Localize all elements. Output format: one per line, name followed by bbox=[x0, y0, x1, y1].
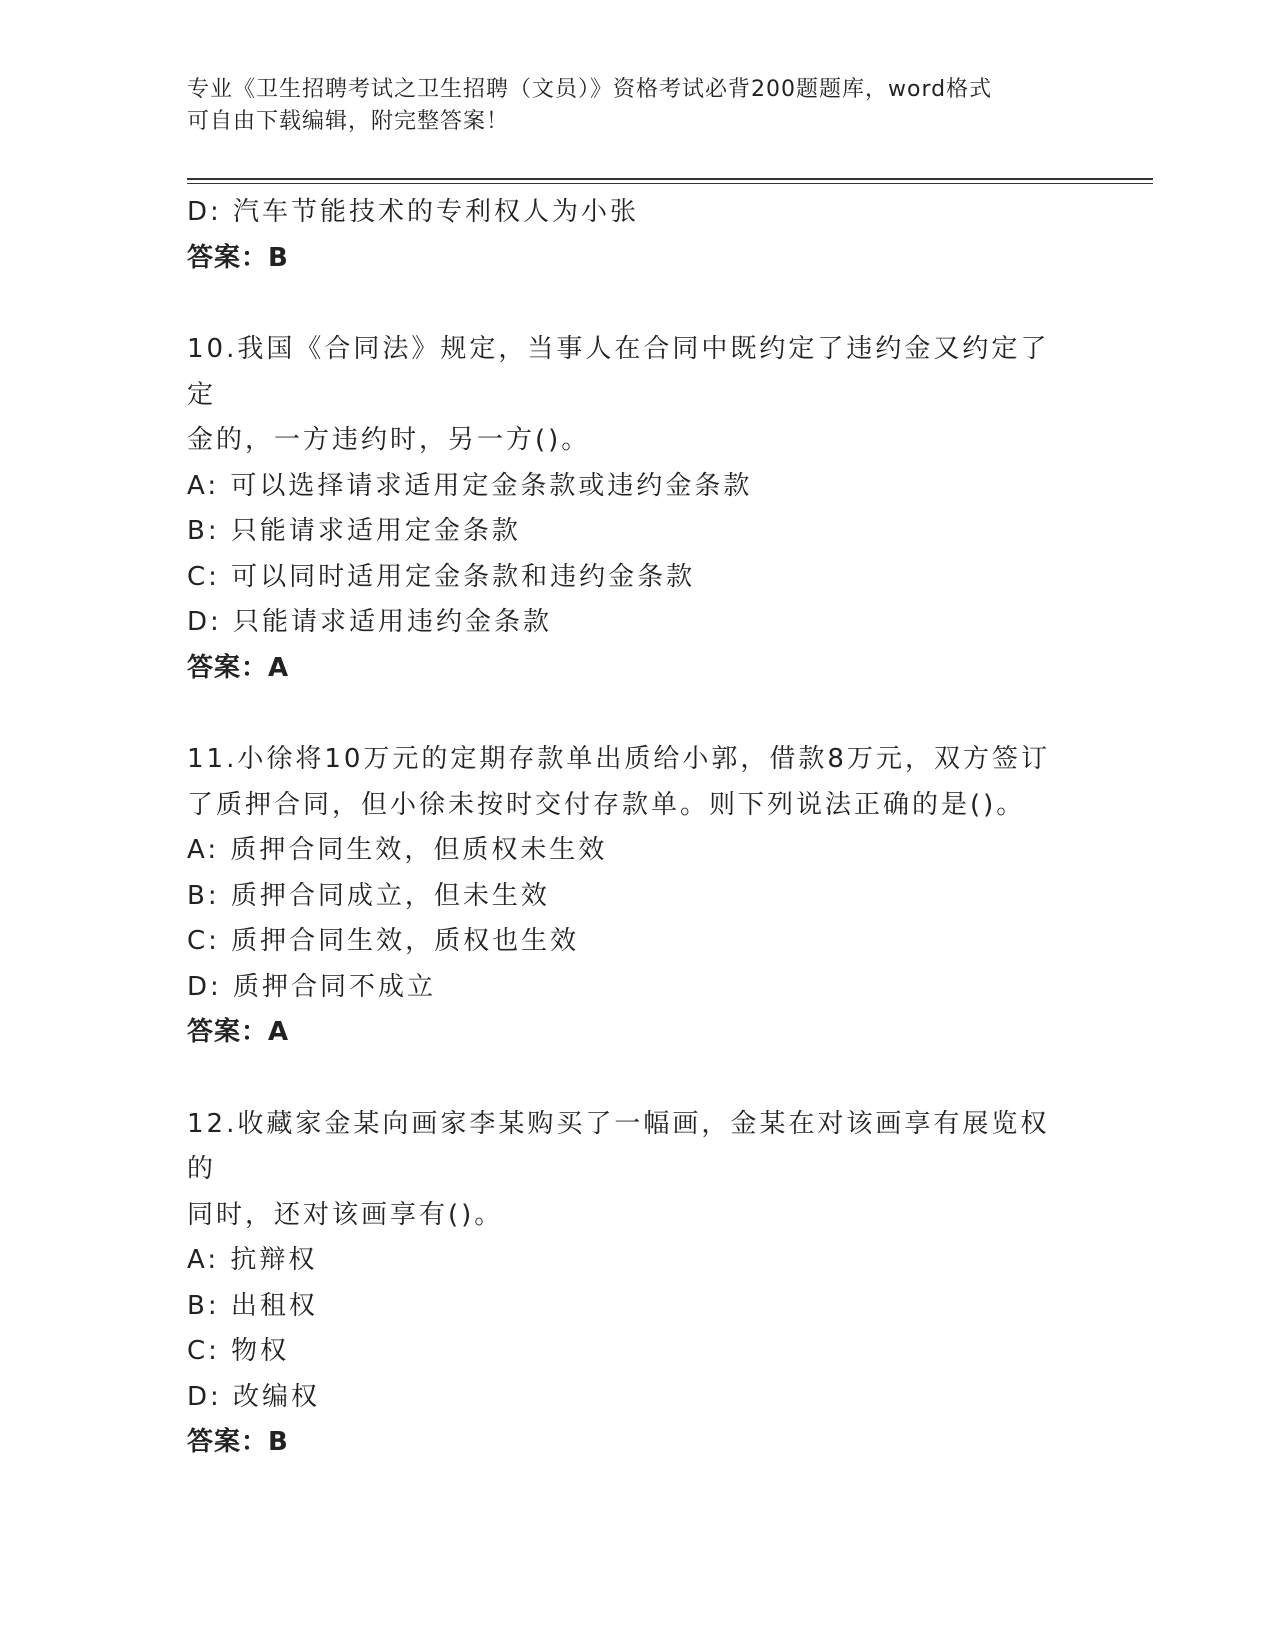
option-a: A: 质押合同生效，但质权未生效 bbox=[187, 835, 608, 865]
question-stem-line-1: 12.收藏家金某向画家李某购买了一幅画，金某在对该画享有展览权的 bbox=[187, 1108, 1050, 1184]
document-body bbox=[187, 190, 1087, 1466]
carryover-block bbox=[187, 190, 1087, 281]
answer-line: 答案：A bbox=[187, 652, 290, 683]
answer-line: 答案：B bbox=[187, 242, 289, 273]
question-stem-line-2: 金的，一方违约时，另一方()。 bbox=[187, 425, 591, 455]
question-11 bbox=[187, 737, 1087, 1056]
option-b: B: 质押合同成立，但未生效 bbox=[187, 880, 550, 911]
option-d: D: 改编权 bbox=[187, 1381, 321, 1412]
answer-line: 答案：B bbox=[187, 1427, 289, 1457]
option-d: D: 汽车节能技术的专利权人为小张 bbox=[187, 197, 640, 227]
option-d: D: 质押合同不成立 bbox=[187, 971, 437, 1002]
question-stem bbox=[187, 1102, 1067, 1239]
question-stem-line-1: 10.我国《合同法》规定，当事人在合同中既约定了违约金又约定了定 bbox=[187, 334, 1050, 410]
question-12 bbox=[187, 1102, 1087, 1466]
option-b: B: 只能请求适用定金条款 bbox=[187, 516, 521, 546]
option-b: B: 出租权 bbox=[187, 1290, 318, 1321]
question-10 bbox=[187, 327, 1087, 691]
page-header bbox=[187, 74, 1087, 138]
question-stem-line-2: 了质押合同，但小徐未按时交付存款单。则下列说法正确的是()。 bbox=[187, 789, 1026, 820]
header-title-line-2: 可自由下载编辑，附完整答案！ bbox=[187, 109, 510, 134]
option-a: A: 抗辩权 bbox=[187, 1245, 318, 1275]
option-c: C: 质押合同生效，质权也生效 bbox=[187, 926, 580, 956]
header-title-line-1: 专业《卫生招聘考试之卫生招聘（文员）》资格考试必背200题题库，word格式 bbox=[187, 77, 993, 102]
question-stem-line-1: 11.小徐将10万元的定期存款单出质给小郭，借款8万元，双方签订 bbox=[187, 744, 1050, 774]
option-a: A: 可以选择请求适用定金条款或违约金条款 bbox=[187, 470, 753, 501]
header-divider bbox=[187, 178, 1153, 184]
question-stem bbox=[187, 327, 1067, 464]
option-c: C: 可以同时适用定金条款和违约金条款 bbox=[187, 561, 696, 592]
question-stem-line-2: 同时，还对该画享有()。 bbox=[187, 1199, 504, 1230]
option-d: D: 只能请求适用违约金条款 bbox=[187, 607, 553, 637]
option-c: C: 物权 bbox=[187, 1336, 290, 1366]
answer-line: 答案：A bbox=[187, 1017, 290, 1047]
question-stem bbox=[187, 737, 1067, 828]
